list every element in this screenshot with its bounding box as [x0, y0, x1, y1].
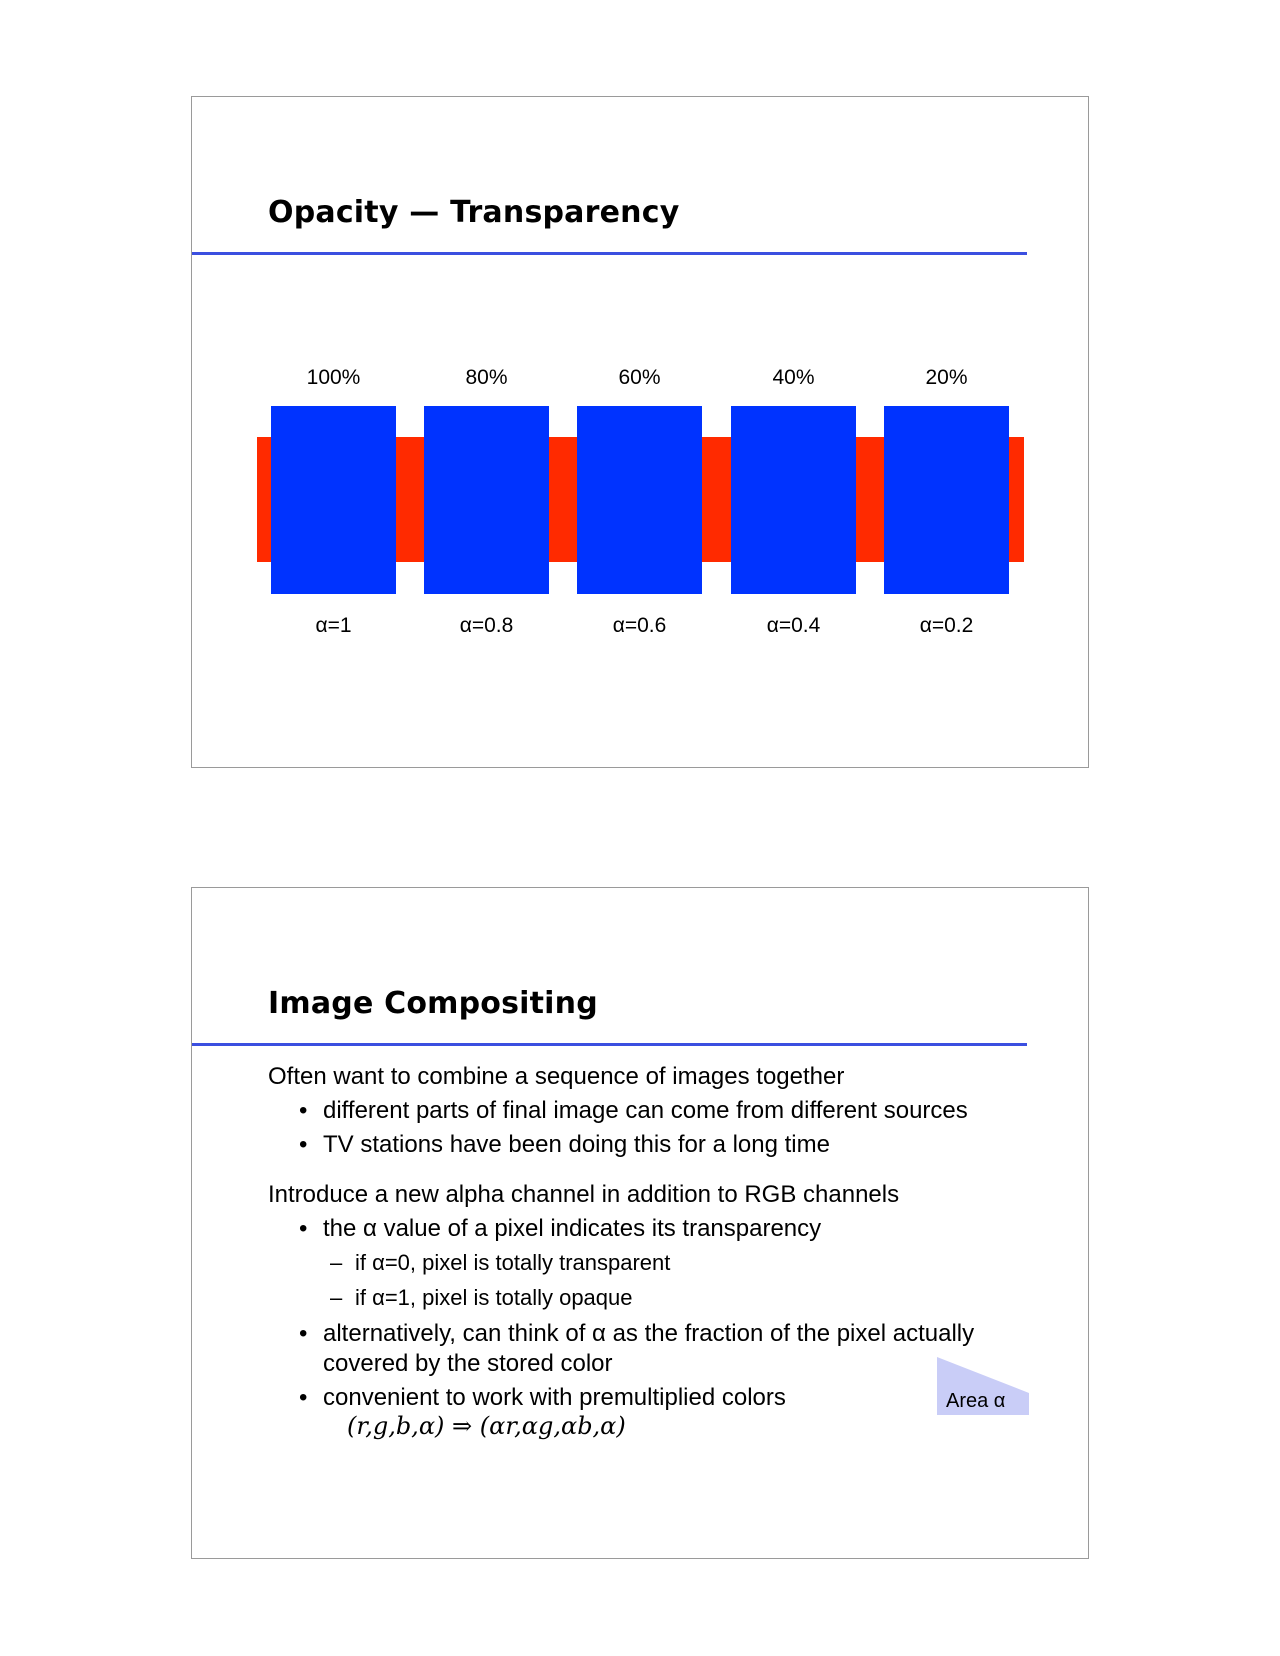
- bullet-marker: •: [299, 1320, 308, 1347]
- percent-label: 80%: [465, 366, 508, 389]
- percent-label: 60%: [618, 366, 661, 389]
- blue-box-alpha-1: [271, 406, 396, 594]
- intro-line: Introduce a new alpha channel in addition to RGB channels: [268, 1181, 900, 1208]
- bullet-text: convenient to work with premultiplied colors: [323, 1384, 786, 1411]
- alpha-label: α=0.4: [766, 614, 821, 637]
- slide-title: Image Compositing: [268, 986, 598, 1021]
- slide-image-compositing: [191, 887, 1089, 1559]
- blue-box-alpha-0-4: [731, 406, 856, 594]
- title-rule: [192, 1043, 1027, 1046]
- bullet-marker: •: [299, 1131, 308, 1158]
- bullet-text: alternatively, can think of α as the fraction of the pixel actually: [323, 1320, 975, 1347]
- alpha-label: α=0.6: [612, 614, 667, 637]
- bullet-marker: •: [299, 1215, 308, 1242]
- opacity-figure: [257, 366, 1025, 637]
- alpha-label: α=0.2: [919, 614, 974, 637]
- bullet-text: TV stations have been doing this for a long time: [323, 1131, 830, 1158]
- percent-label: 40%: [772, 366, 815, 389]
- alpha-label: α=0.8: [459, 614, 514, 637]
- blue-box-alpha-0-2: [884, 406, 1009, 594]
- dash-marker: –: [330, 1250, 343, 1275]
- percent-label: 20%: [925, 366, 968, 389]
- bullet-text: different parts of final image can come from different sources: [323, 1097, 968, 1124]
- premultiplied-formula: (r,g,b,α) ⇒ (αr,αg,αb,α): [347, 1412, 626, 1440]
- area-alpha-figure: [937, 1357, 1029, 1415]
- slide-opacity-transparency: [191, 96, 1089, 768]
- intro-line: Often want to combine a sequence of images together: [268, 1063, 845, 1090]
- subbullet-text: if α=0, pixel is totally transparent: [355, 1250, 671, 1275]
- bullet-marker: •: [299, 1097, 308, 1124]
- slide-title: Opacity — Transparency: [268, 195, 680, 230]
- blue-box-alpha-0-8: [424, 406, 549, 594]
- blue-box-alpha-0-6: [577, 406, 702, 594]
- title-rule: [192, 252, 1027, 255]
- bullet-text-continuation: covered by the stored color: [323, 1350, 613, 1377]
- dash-marker: –: [330, 1285, 343, 1310]
- alpha-label: α=1: [315, 614, 352, 637]
- bullet-text: the α value of a pixel indicates its transparency: [323, 1215, 822, 1242]
- bullet-marker: •: [299, 1384, 308, 1411]
- subbullet-text: if α=1, pixel is totally opaque: [355, 1285, 633, 1310]
- area-alpha-label: Area α: [946, 1390, 1006, 1412]
- percent-label: 100%: [306, 366, 361, 389]
